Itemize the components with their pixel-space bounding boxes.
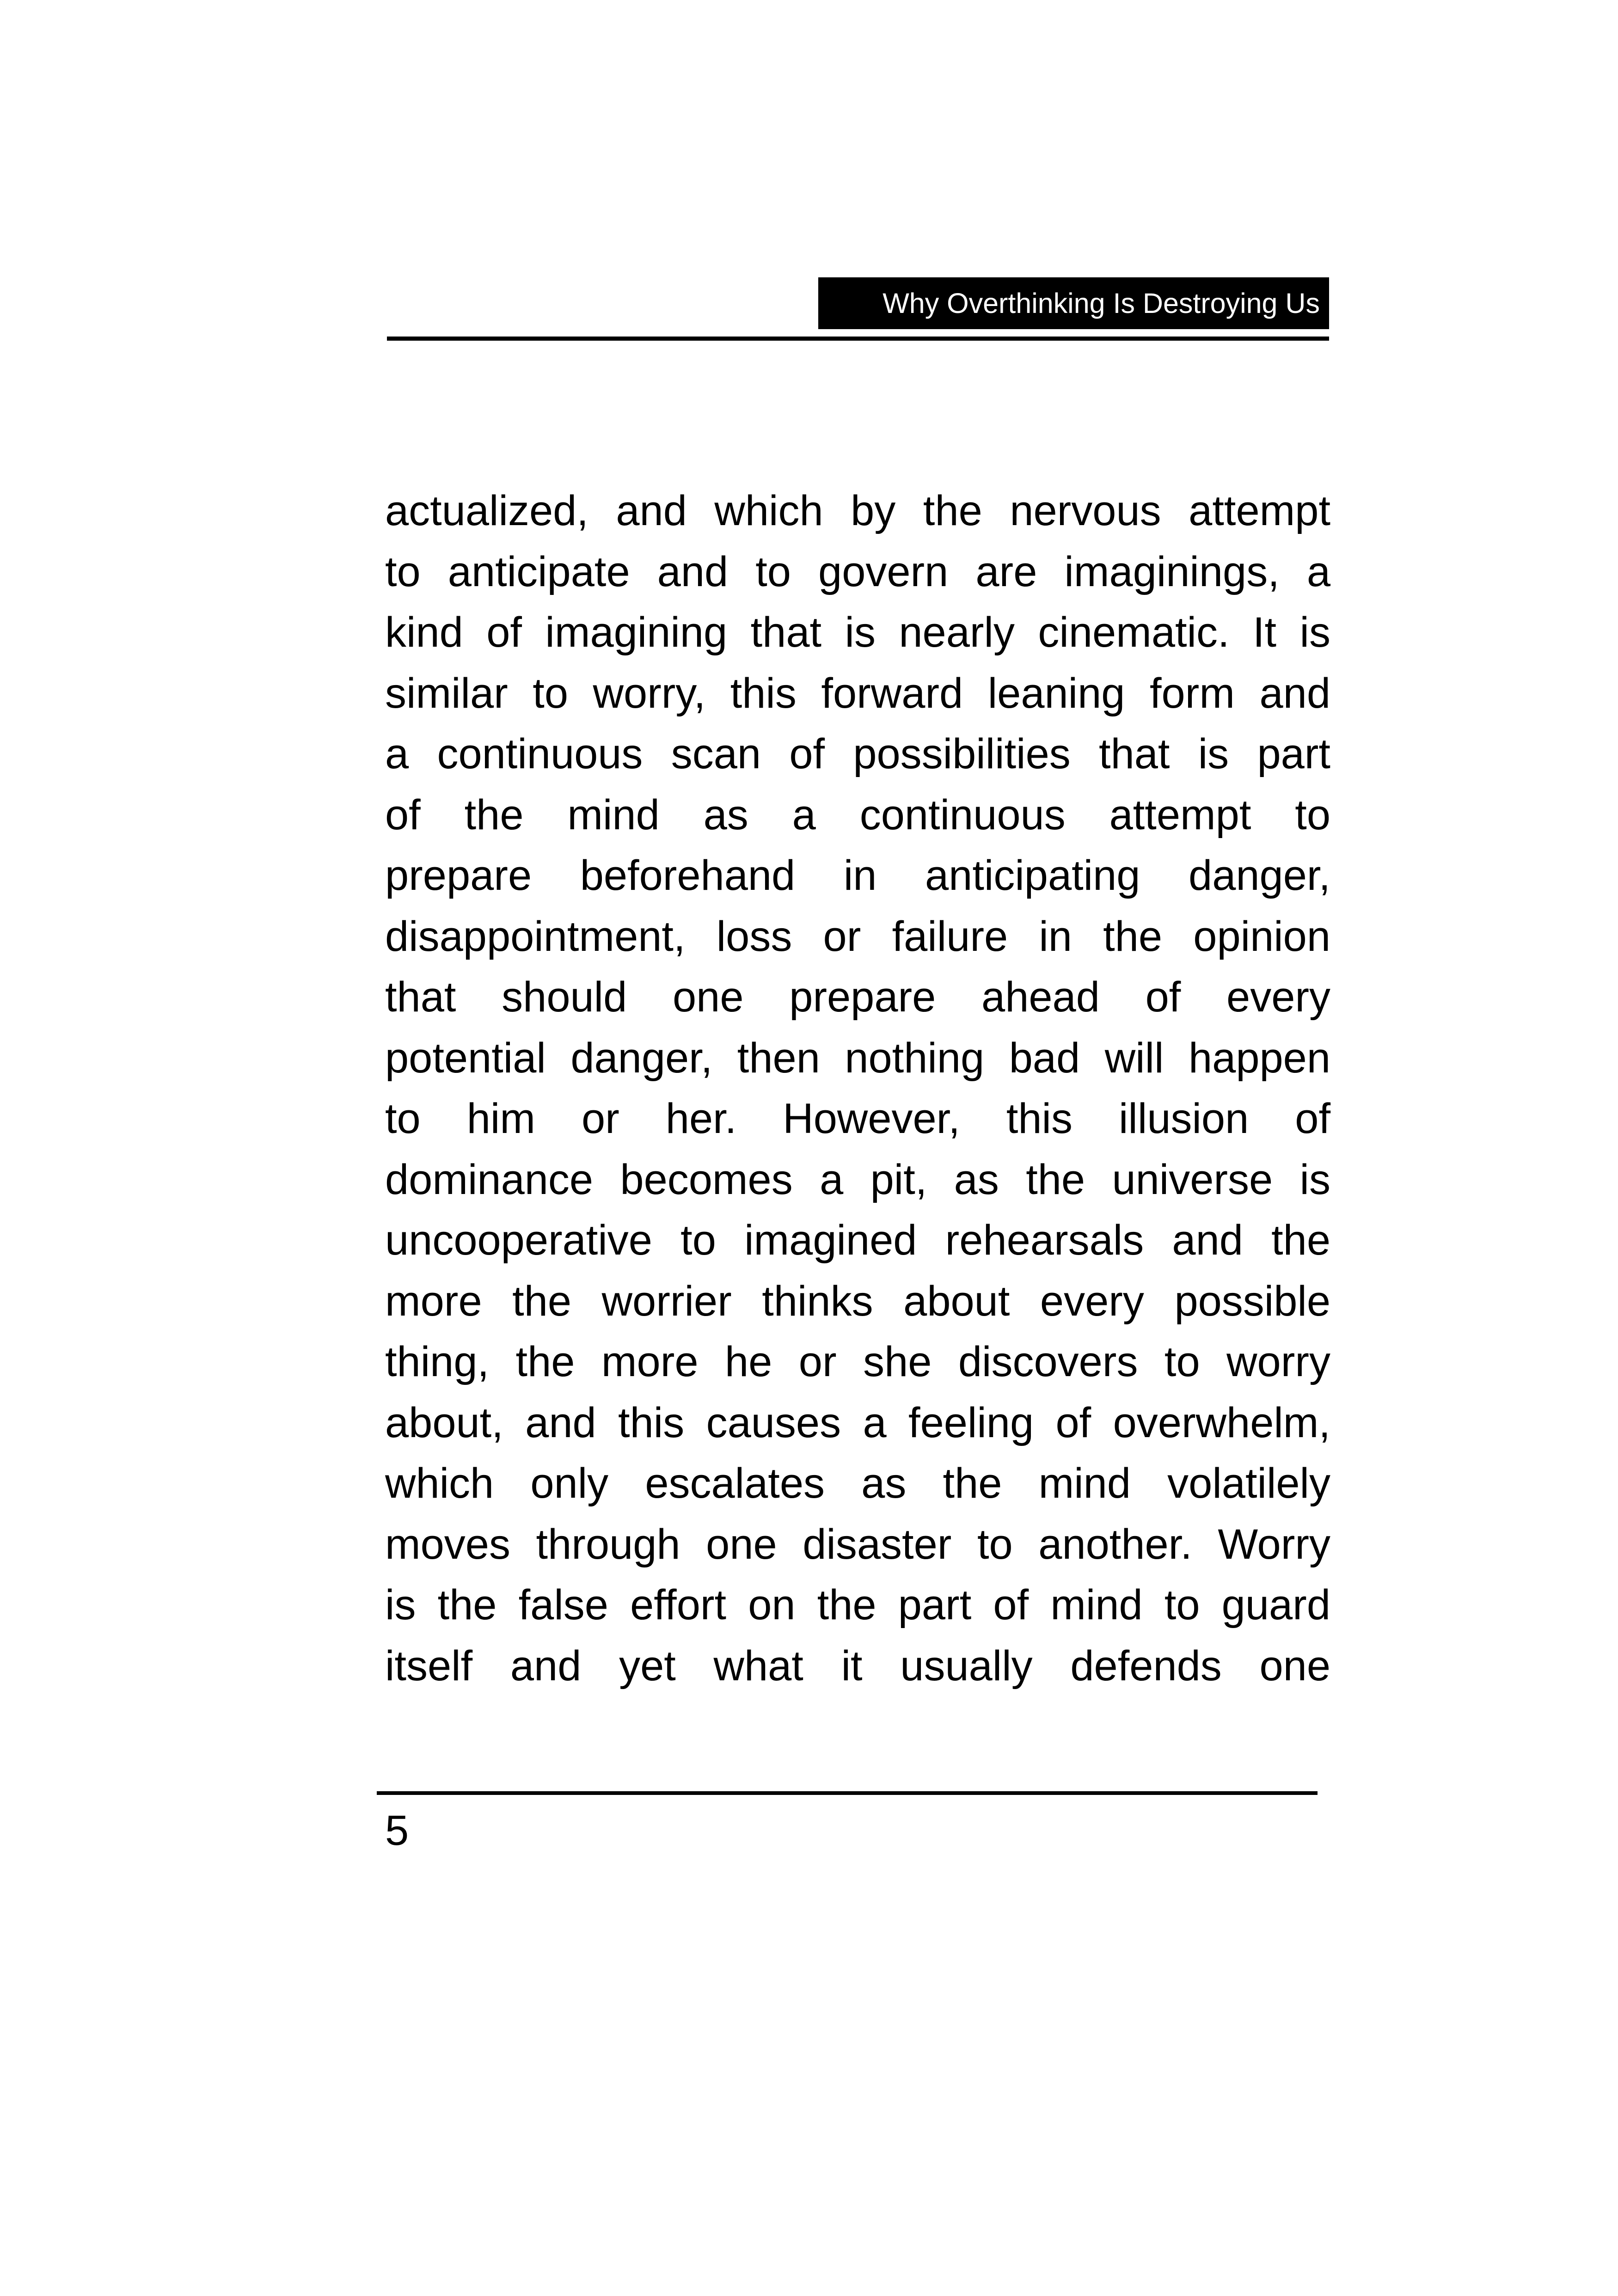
footer-rule (377, 1791, 1318, 1795)
body-line: kind of imagining that is nearly cinematic. It is (385, 609, 1330, 656)
body-line: that should one prepare ahead of every (385, 974, 1330, 1021)
body-line: a continuous scan of possibilities that is part (385, 730, 1330, 778)
page-number: 5 (385, 1807, 409, 1854)
body-line: moves through one disaster to another. Worry (385, 1520, 1330, 1568)
body-line: uncooperative to imagined rehearsals and the (385, 1217, 1330, 1264)
body-line: of the mind as a continuous attempt to (385, 791, 1330, 839)
body-line: to anticipate and to govern are imaginings, a (385, 548, 1330, 595)
body-line: itself and yet what it usually defends one (385, 1642, 1330, 1690)
body-line: similar to worry, this forward leaning form and (385, 669, 1330, 717)
body-line: is the false effort on the part of mind to guard (385, 1581, 1330, 1629)
body-line: about, and this causes a feeling of overwhelm, (385, 1399, 1330, 1446)
body-line: dominance becomes a pit, as the universe is (385, 1156, 1330, 1203)
body-line: potential danger, then nothing bad will happen (385, 1034, 1330, 1082)
running-header-title: Why Overthinking Is Destroying Us (818, 277, 1329, 329)
body-line: prepare beforehand in anticipating danger, (385, 852, 1330, 899)
body-line: which only escalates as the mind volatilely (385, 1460, 1330, 1507)
body-line: to him or her. However, this illusion of (385, 1095, 1330, 1142)
body-line: disappointment, loss or failure in the opinion (385, 912, 1330, 960)
body-line: thing, the more he or she discovers to worry (385, 1338, 1330, 1385)
body-line: actualized, and which by the nervous attempt (385, 487, 1330, 534)
header-rule (387, 337, 1329, 341)
body-line: more the worrier thinks about every possible (385, 1277, 1330, 1325)
body-text (385, 481, 1330, 1696)
